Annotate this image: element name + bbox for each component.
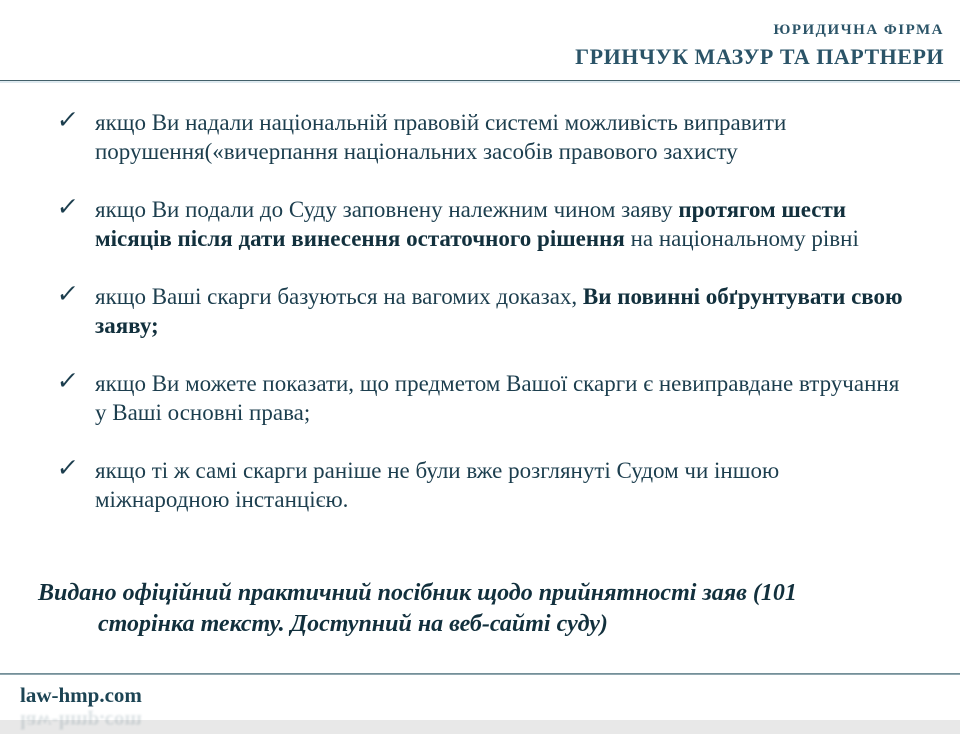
check-icon: ✓: [55, 194, 80, 221]
check-icon: ✓: [55, 281, 80, 308]
bullet-item-4: [57, 369, 905, 427]
header-divider: [0, 80, 960, 83]
check-icon: ✓: [55, 368, 80, 395]
check-icon: ✓: [55, 107, 80, 134]
bullet-item-3: [57, 282, 905, 340]
website-reflection: law-hmp.com: [20, 710, 142, 734]
bullet-text-bold: протягом шести місяців після дати винесення остаточного рішення: [95, 197, 847, 251]
bullet-text: якщо Ваші скарги базуються на вагомих доказах,: [95, 284, 583, 309]
footer-divider: [0, 673, 960, 675]
slide-header: [575, 22, 944, 70]
bullet-text-bold: Ви повинні обґрунтувати свою заяву;: [95, 284, 903, 338]
website-link[interactable]: law-hmp.com: [20, 683, 142, 707]
check-icon: ✓: [55, 455, 80, 482]
bullet-list: [57, 108, 905, 543]
bullet-text: якщо ті ж самі скарги раніше не були вже розглянуті Судом чи іншою міжнародною інстанцією.: [95, 458, 780, 512]
bullet-item-5: [57, 456, 905, 514]
bullet-text: якщо Ви подали до Суду заповнену належним чином заяву: [95, 197, 679, 222]
note-text: Видано офіційний практичний посібник щодо прийнятності заяв (101 сторінка тексту. Доступний на веб-сайті суду): [38, 580, 797, 637]
bullet-text: на національному рівні: [624, 226, 859, 251]
bullet-item-1: [57, 108, 905, 166]
bullet-text: якщо Ви надали національній правовій системі можливість виправити порушення(«вичерпання національних засобів правового захисту: [95, 110, 787, 164]
bullet-item-2: [57, 195, 905, 253]
firm-type-label: ЮРИДИЧНА ФІРМА: [773, 22, 944, 38]
bullet-text: якщо Ви можете показати, що предметом Вашої скарги є невиправдане втручання у Ваші основні права;: [95, 371, 900, 425]
firm-name-title: ГРИНЧУК МАЗУР ТА ПАРТНЕРИ: [575, 44, 944, 69]
